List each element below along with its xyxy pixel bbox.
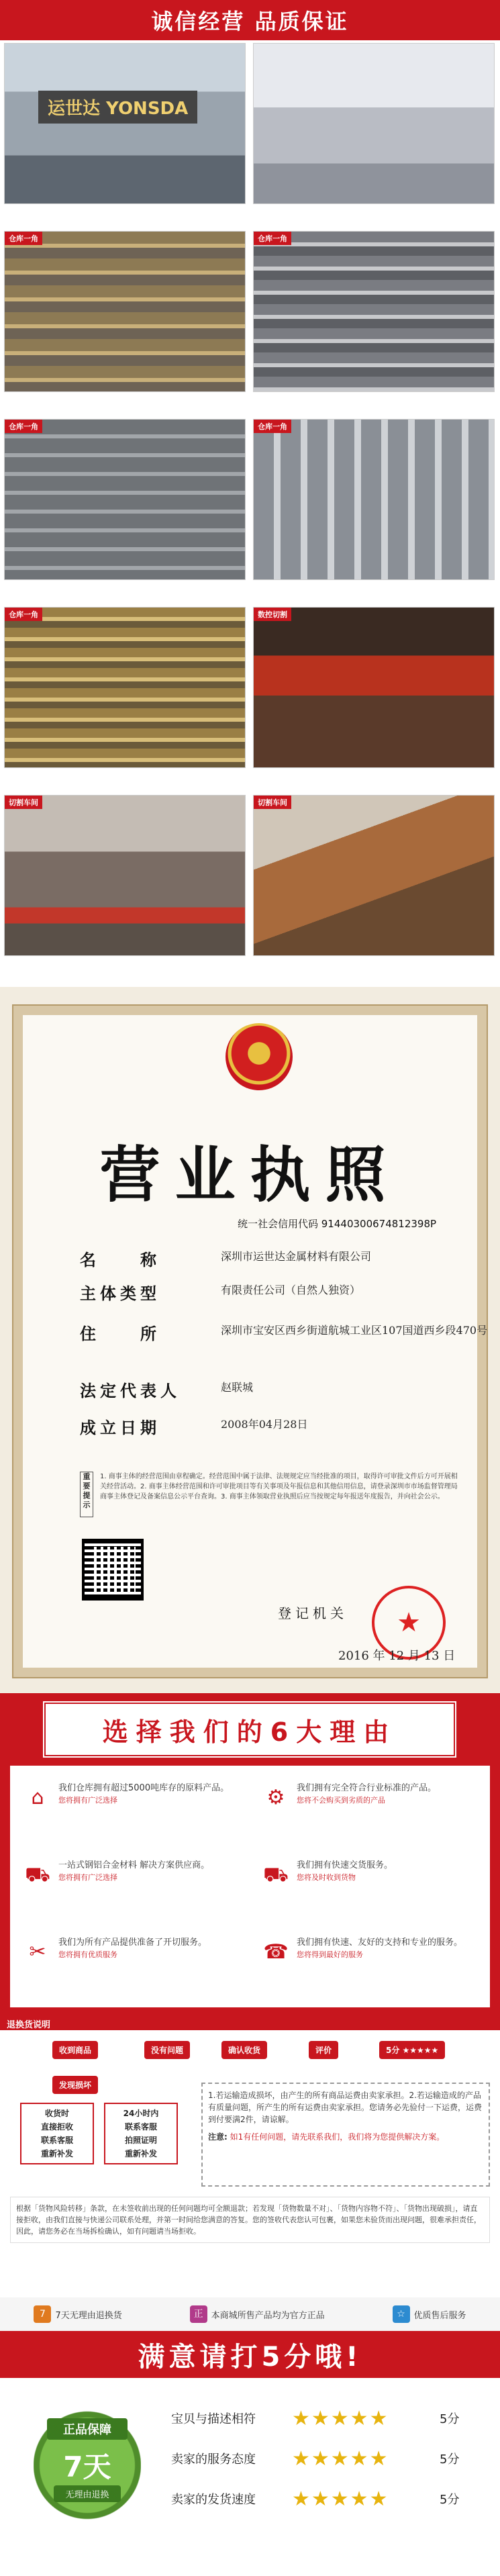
license-frame [13, 1006, 487, 1677]
rating-score: 5分 [440, 2412, 460, 2426]
guarantee-bar [0, 2297, 500, 2331]
guarantee-text: 本商城所售产品均为官方正品 [211, 2310, 325, 2321]
reason-sub: 您将拥有广泛选择 [58, 1796, 117, 1805]
license-row [80, 1280, 489, 1304]
gear-icon: ⚙ [266, 1786, 285, 1809]
guarantee-item [34, 2305, 121, 2323]
reason-sub: 您将及时收到货物 [297, 1873, 356, 1882]
company-sign: 运世达 YONSDA [38, 91, 197, 124]
rating-label: 宝贝与描述相符 [171, 2412, 256, 2426]
truck-icon: ⛟ [263, 1863, 289, 1887]
reason-item [17, 1853, 245, 1920]
reason-item [255, 1776, 483, 1843]
reason-text: 我们为所有产品提供准备了开切服务。 [58, 1938, 207, 1948]
license-row [80, 1247, 489, 1270]
claim-within-24h-box [104, 2103, 178, 2164]
photo-caption: 仓库一角 [5, 608, 42, 621]
license-key: 名 称 [80, 1250, 160, 1270]
rating-banner-text: 满意请打5分哦! [138, 2341, 362, 2373]
warehouse-photo [253, 419, 495, 580]
shipping-note-text: 1.若运输造成损坏，由产生的所有商品运费由卖家承担。2.若运输造成的产品有质量问题，所产生的所有运费由卖家承担。您请务必先验付一下运费，运费到付要满2件，请谅解。 [208, 2091, 483, 2124]
return-policy-section [0, 2015, 500, 2297]
rating-label: 卖家的服务态度 [171, 2452, 256, 2467]
reason-sub: 您将得到最好的服务 [297, 1950, 363, 1959]
header-banner [0, 0, 500, 40]
reject-on-delivery-box [20, 2103, 94, 2164]
license-key: 主体类型 [80, 1284, 160, 1303]
company-photo [4, 43, 246, 204]
shipping-note [201, 2083, 490, 2187]
step-confirm: 确认收货 [221, 2041, 267, 2059]
note-label: 注意: [208, 2132, 228, 2142]
office-photo [253, 43, 495, 204]
photo-caption: 切割车间 [5, 796, 42, 809]
license-key: 住 所 [80, 1324, 160, 1343]
reasons-title: 选择我们的6大理由 [102, 1717, 397, 1747]
step-received: 收到商品 [52, 2041, 98, 2059]
license-row [80, 1321, 489, 1344]
box-line: 收货时 [44, 2109, 69, 2118]
step-damage-found: 发现损坏 [52, 2076, 98, 2094]
rating-banner [0, 2331, 500, 2378]
notice-label: 重要提示 [80, 1472, 93, 1517]
box-line: 重新补发 [40, 2149, 73, 2158]
official-seal-icon: ★ [372, 1586, 446, 1660]
guarantee-text: 优质售后服务 [413, 2310, 466, 2321]
license-value: 深圳市宝安区西乡街道航城工业区107国道西乡段470号 [221, 1324, 488, 1337]
photo-caption: 数控切割 [254, 608, 291, 621]
rating-section [0, 2331, 500, 2576]
badge-days: 7天 [63, 2450, 111, 2483]
step-no-problem: 没有问题 [144, 2041, 190, 2059]
six-reasons-section [0, 1693, 500, 2015]
reason-text: 我们拥有完全符合行业标准的产品。 [297, 1783, 437, 1793]
reason-item [17, 1930, 245, 1997]
warehouse-photo [4, 419, 246, 580]
star-rating-icon: ★★★★★ [292, 2487, 389, 2511]
return-heading: 退换货说明 [0, 2015, 500, 2030]
box-line: 联系客服 [40, 2136, 73, 2145]
reason-item [255, 1853, 483, 1920]
rating-score: 5分 [440, 2493, 460, 2507]
credit-code: 统一社会信用代码 91440300674812398P [238, 1218, 437, 1230]
rating-label: 卖家的发货速度 [171, 2493, 256, 2507]
photo-caption: 切割车间 [254, 796, 291, 809]
box-line: 联系客服 [124, 2122, 157, 2132]
rating-score: 5分 [440, 2452, 460, 2467]
genuine-guarantee-badge-icon [34, 2398, 141, 2532]
tool-icon: ✂ [29, 1940, 46, 1964]
star-rating-icon: ★★★★★ [292, 2446, 389, 2471]
issue-date: 2016 年 12 月 13 日 [338, 1649, 456, 1663]
reasons-title-box [42, 1700, 458, 1759]
photo-caption: 仓库一角 [254, 232, 291, 245]
warehouse-photo [4, 231, 246, 392]
warehouse-photo [253, 231, 495, 392]
step-review: 评价 [309, 2041, 338, 2059]
risk-transfer-policy: 根据「货物风险转移」条款，在未签收前出现的任何问题均可全额退款；若发现「货物数量不对」、「货物内容物不符」、「货物出现破损」，请直接拒收，由我们直接与快递公司联系处理，并第一时间给您满意的答复。您的签收代表您认可包裹，如果您未验货而出现问题，很难承担责任，因此，请您务必在当场拆检确认，如有问题请当场拒收。 [10, 2197, 490, 2243]
reason-item [17, 1776, 245, 1843]
banner-title: 诚信经营 品质保证 [151, 9, 349, 34]
star-rating-icon: ★★★★★ [292, 2406, 389, 2430]
rating-row [171, 2442, 480, 2475]
reason-text: 我们拥有快速、友好的支持和专业的服务。 [297, 1938, 463, 1948]
reasons-list [10, 1766, 490, 2007]
photo-caption: 仓库一角 [5, 232, 42, 245]
photo-gallery [0, 40, 500, 983]
rating-row [171, 2401, 480, 2435]
box-line: 24小时内 [123, 2109, 159, 2118]
guarantee-item [190, 2305, 325, 2323]
service-icon: ☆ [393, 2305, 410, 2323]
guarantee-text: 7天无理由退换货 [55, 2310, 122, 2321]
box-line: 直接拒收 [40, 2122, 73, 2132]
reason-sub: 您将拥有广泛选择 [58, 1873, 117, 1882]
badge-top: 正品保障 [47, 2418, 128, 2440]
return-icon: 7 [34, 2305, 51, 2323]
box-line: 拍照证明 [124, 2136, 157, 2145]
photo-caption: 仓库一角 [5, 420, 42, 433]
cart-icon: ⛟ [25, 1863, 50, 1887]
badge-bottom: 无理由退换 [54, 2485, 121, 2502]
step-five-stars: 5分 ★★★★★ [379, 2041, 445, 2059]
license-value: 赵联城 [221, 1381, 254, 1394]
support-icon: ☎ [263, 1940, 289, 1964]
national-emblem-icon [226, 1023, 293, 1090]
reason-sub: 您将不会购买到劣质的产品 [297, 1796, 385, 1805]
warehouse-photo [4, 607, 246, 768]
note-red-text: 如1有任何问题，请先联系我们，我们将为您提供解决方案。 [230, 2132, 445, 2142]
rating-row [171, 2482, 480, 2516]
cnc-cutting-photo [253, 607, 495, 768]
reason-text: 一站式钢铝合金材料 解决方案供应商。 [58, 1860, 210, 1870]
license-notice: 1. 商事主体的经营范围由章程确定。经营范围中属于法律、法规规定应当经批准的项目，取得许可审批文件后方可开展相关经营活动。2. 商事主体经营范围和许可审批项目等有关事项及年报信息和其他信用信息，请登录深圳市市场监督管理局商事主体登记及备案信息公示平台查询。3. 商事主体领取营业执照后应当按规定每年报送年度报告，并向社会公示。 [100, 1473, 458, 1500]
license-key: 成立日期 [80, 1418, 160, 1437]
license-value: 深圳市运世达金属材料有限公司 [221, 1250, 372, 1263]
license-row [80, 1415, 489, 1438]
registration-authority: 登记机关 [278, 1605, 348, 1621]
license-row [80, 1378, 489, 1401]
photo-caption: 仓库一角 [254, 420, 291, 433]
genuine-icon: 正 [190, 2305, 207, 2323]
reason-text: 我们拥有快速交货服务。 [297, 1860, 393, 1870]
warehouse-icon: ⌂ [31, 1786, 44, 1809]
license-value: 有限责任公司（自然人独资） [221, 1284, 361, 1296]
reason-item [255, 1930, 483, 1997]
license-value: 2008年04月28日 [221, 1418, 308, 1431]
reason-sub: 您将拥有优质服务 [58, 1950, 117, 1959]
business-license [0, 987, 500, 1693]
cutting-workshop-photo [253, 795, 495, 956]
box-line: 重新补发 [124, 2149, 157, 2158]
qr-code-icon [82, 1539, 144, 1601]
guarantee-item [393, 2305, 466, 2323]
license-title: 营业执照 [99, 1139, 401, 1210]
cutting-workshop-photo [4, 795, 246, 956]
reason-text: 我们仓库拥有超过5000吨库存的原料产品。 [58, 1783, 230, 1793]
license-key: 法定代表人 [80, 1381, 181, 1400]
